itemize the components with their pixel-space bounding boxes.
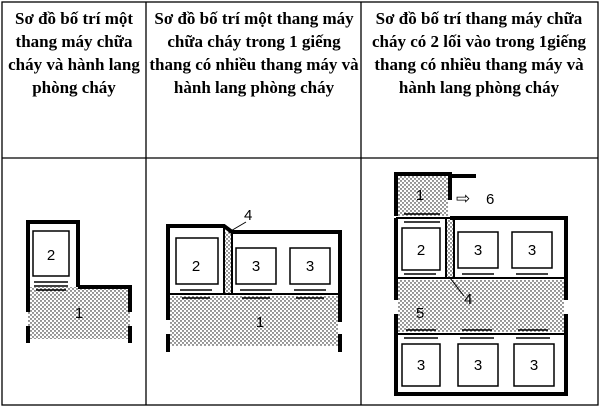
label-fire-elevator: 2	[416, 242, 426, 259]
label-fire-elevator: 2	[191, 258, 201, 275]
header-two-entrance-fire-elevator: Sơ đồ bố trí thang máy chữa cháy có 2 lối vào trong 1giếng thang có nhiều thang máy và hành lang phòng cháy	[371, 9, 587, 97]
label-elevator-bottom-c: 3	[529, 357, 539, 374]
diagram-two-entrance-fire-elevator	[396, 174, 566, 394]
label-corridor: 1	[255, 314, 265, 331]
label-lobby: 1	[415, 187, 425, 204]
label-shaft: 4	[244, 207, 253, 224]
diagram-single-elevator	[28, 222, 130, 343]
header-multi-elevator-shaft: Sơ đồ bố trí một thang máy chữa cháy trong 1 giếng thang có nhiều thang máy và hành lang phòng cháy	[149, 9, 359, 97]
label-shaft: 4	[464, 291, 473, 308]
header-single-elevator: Sơ đồ bố trí một thang máy chữa cháy và hành lang phòng cháy	[8, 9, 140, 97]
diagram-multi-elevator-shaft	[168, 207, 340, 352]
shaft-strip	[446, 220, 454, 278]
label-elevator-bottom-b: 3	[473, 357, 483, 374]
corridor-area	[170, 296, 338, 346]
label-corridor: 1	[74, 305, 84, 322]
label-exit: 6	[486, 191, 495, 208]
label-elevator-b: 3	[305, 258, 315, 275]
label-elevator: 2	[46, 247, 56, 264]
shaft-strip	[224, 232, 232, 294]
label-elevator-a: 3	[251, 258, 261, 275]
label-elevator-top-a: 3	[473, 242, 483, 259]
arrow-icon: ⇨	[456, 189, 471, 209]
label-elevator-bottom-a: 3	[416, 357, 426, 374]
label-elevator-top-b: 3	[527, 242, 537, 259]
label-corridor: 5	[416, 305, 425, 322]
